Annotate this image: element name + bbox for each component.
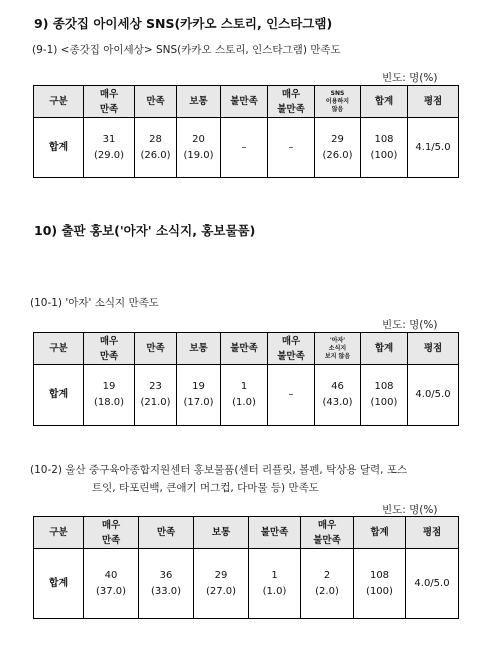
header-category: 구분 xyxy=(34,333,84,365)
unit-label-10-2: 빈도: 명(%) xyxy=(382,504,438,516)
section-9-1-subtitle: (9-1) <종갓집 아이세상> SNS(카카오 스토리, 인스타그램) 만족도 xyxy=(32,44,341,56)
cell-neutral: 29 (27.0) xyxy=(194,549,249,619)
header-not-read: '아자' 소식지 보지 않음 xyxy=(315,333,361,365)
cell-very-satisfied: 31 (29.0) xyxy=(84,118,135,178)
cell-neutral: 20 (19.0) xyxy=(177,118,221,178)
cell-very-satisfied: 19 (18.0) xyxy=(84,365,135,426)
cell-not-read: 46 (43.0) xyxy=(315,365,361,426)
header-neutral: 보통 xyxy=(177,86,221,118)
section-10-2-line-2: 트잇, 타포린백, 큰애기 머그컵, 다마물 등) 만족도 xyxy=(92,482,319,494)
header-dissatisfied: 불만족 xyxy=(221,333,268,365)
header-very-dissatisfied: 매우 불만족 xyxy=(301,517,354,549)
header-neutral: 보통 xyxy=(194,517,249,549)
unit-label-9: 빈도: 명(%) xyxy=(382,72,438,84)
cell-rating: 4.0/5.0 xyxy=(406,549,459,619)
cell-satisfied: 36 (33.0) xyxy=(139,549,194,619)
cell-dissatisfied: 1 (1.0) xyxy=(221,365,268,426)
header-very-dissatisfied: 매우 불만족 xyxy=(268,86,315,118)
cell-dissatisfied: – xyxy=(221,118,268,178)
cell-total: 108 (100) xyxy=(361,118,408,178)
section-10-title: 10) 출판 홍보('아자' 소식지, 홍보물품) xyxy=(34,223,256,238)
section-9-title: 9) 종갓집 아이세상 SNS(카카오 스토리, 인스타그램) xyxy=(34,16,333,31)
header-very-satisfied: 매우 만족 xyxy=(84,333,135,365)
header-total: 합계 xyxy=(361,86,408,118)
header-very-satisfied: 매우 만족 xyxy=(84,517,139,549)
header-rating: 평점 xyxy=(406,517,459,549)
header-total: 합계 xyxy=(354,517,406,549)
row-label: 합계 xyxy=(34,549,84,619)
header-dissatisfied: 불만족 xyxy=(221,86,268,118)
header-category: 구분 xyxy=(34,517,84,549)
header-satisfied: 만족 xyxy=(135,86,177,118)
cell-neutral: 19 (17.0) xyxy=(177,365,221,426)
header-total: 합계 xyxy=(361,333,408,365)
table-9-1 xyxy=(33,85,459,178)
cell-satisfied: 23 (21.0) xyxy=(135,365,177,426)
header-rating: 평점 xyxy=(408,333,459,365)
header-rating: 평점 xyxy=(408,86,459,118)
row-label: 합계 xyxy=(34,118,84,178)
header-satisfied: 만족 xyxy=(139,517,194,549)
section-10-2-line-1: (10-2) 울산 중구육아종합지원센터 홍보물품(센터 리플릿, 볼펜, 탁상용 달력, 포스 xyxy=(30,464,408,476)
table-10-2 xyxy=(33,516,459,619)
table-10-1 xyxy=(33,332,459,426)
table-row xyxy=(34,365,459,426)
cell-total: 108 (100) xyxy=(361,365,408,426)
row-label: 합계 xyxy=(34,365,84,426)
header-sns-not-used: SNS 이용하지 않음 xyxy=(315,86,361,118)
cell-very-satisfied: 40 (37.0) xyxy=(84,549,139,619)
table-row xyxy=(34,549,459,619)
header-category: 구분 xyxy=(34,86,84,118)
cell-satisfied: 28 (26.0) xyxy=(135,118,177,178)
table-header-row xyxy=(34,517,459,549)
header-dissatisfied: 불만족 xyxy=(249,517,301,549)
cell-total: 108 (100) xyxy=(354,549,406,619)
table-header-row xyxy=(34,86,459,118)
cell-not-used: 29 (26.0) xyxy=(315,118,361,178)
table-row xyxy=(34,118,459,178)
cell-very-dissatisfied: 2 (2.0) xyxy=(301,549,354,619)
section-10-2-subtitle xyxy=(30,461,460,497)
cell-dissatisfied: 1 (1.0) xyxy=(249,549,301,619)
section-10-1-subtitle: (10-1) '아자' 소식지 만족도 xyxy=(30,297,159,309)
cell-very-dissatisfied: – xyxy=(268,118,315,178)
header-neutral: 보통 xyxy=(177,333,221,365)
unit-label-10-1: 빈도: 명(%) xyxy=(382,319,438,331)
cell-rating: 4.1/5.0 xyxy=(408,118,459,178)
header-satisfied: 만족 xyxy=(135,333,177,365)
table-header-row xyxy=(34,333,459,365)
header-very-dissatisfied: 매우 불만족 xyxy=(268,333,315,365)
header-very-satisfied: 매우 만족 xyxy=(84,86,135,118)
cell-rating: 4.0/5.0 xyxy=(408,365,459,426)
cell-very-dissatisfied: – xyxy=(268,365,315,426)
